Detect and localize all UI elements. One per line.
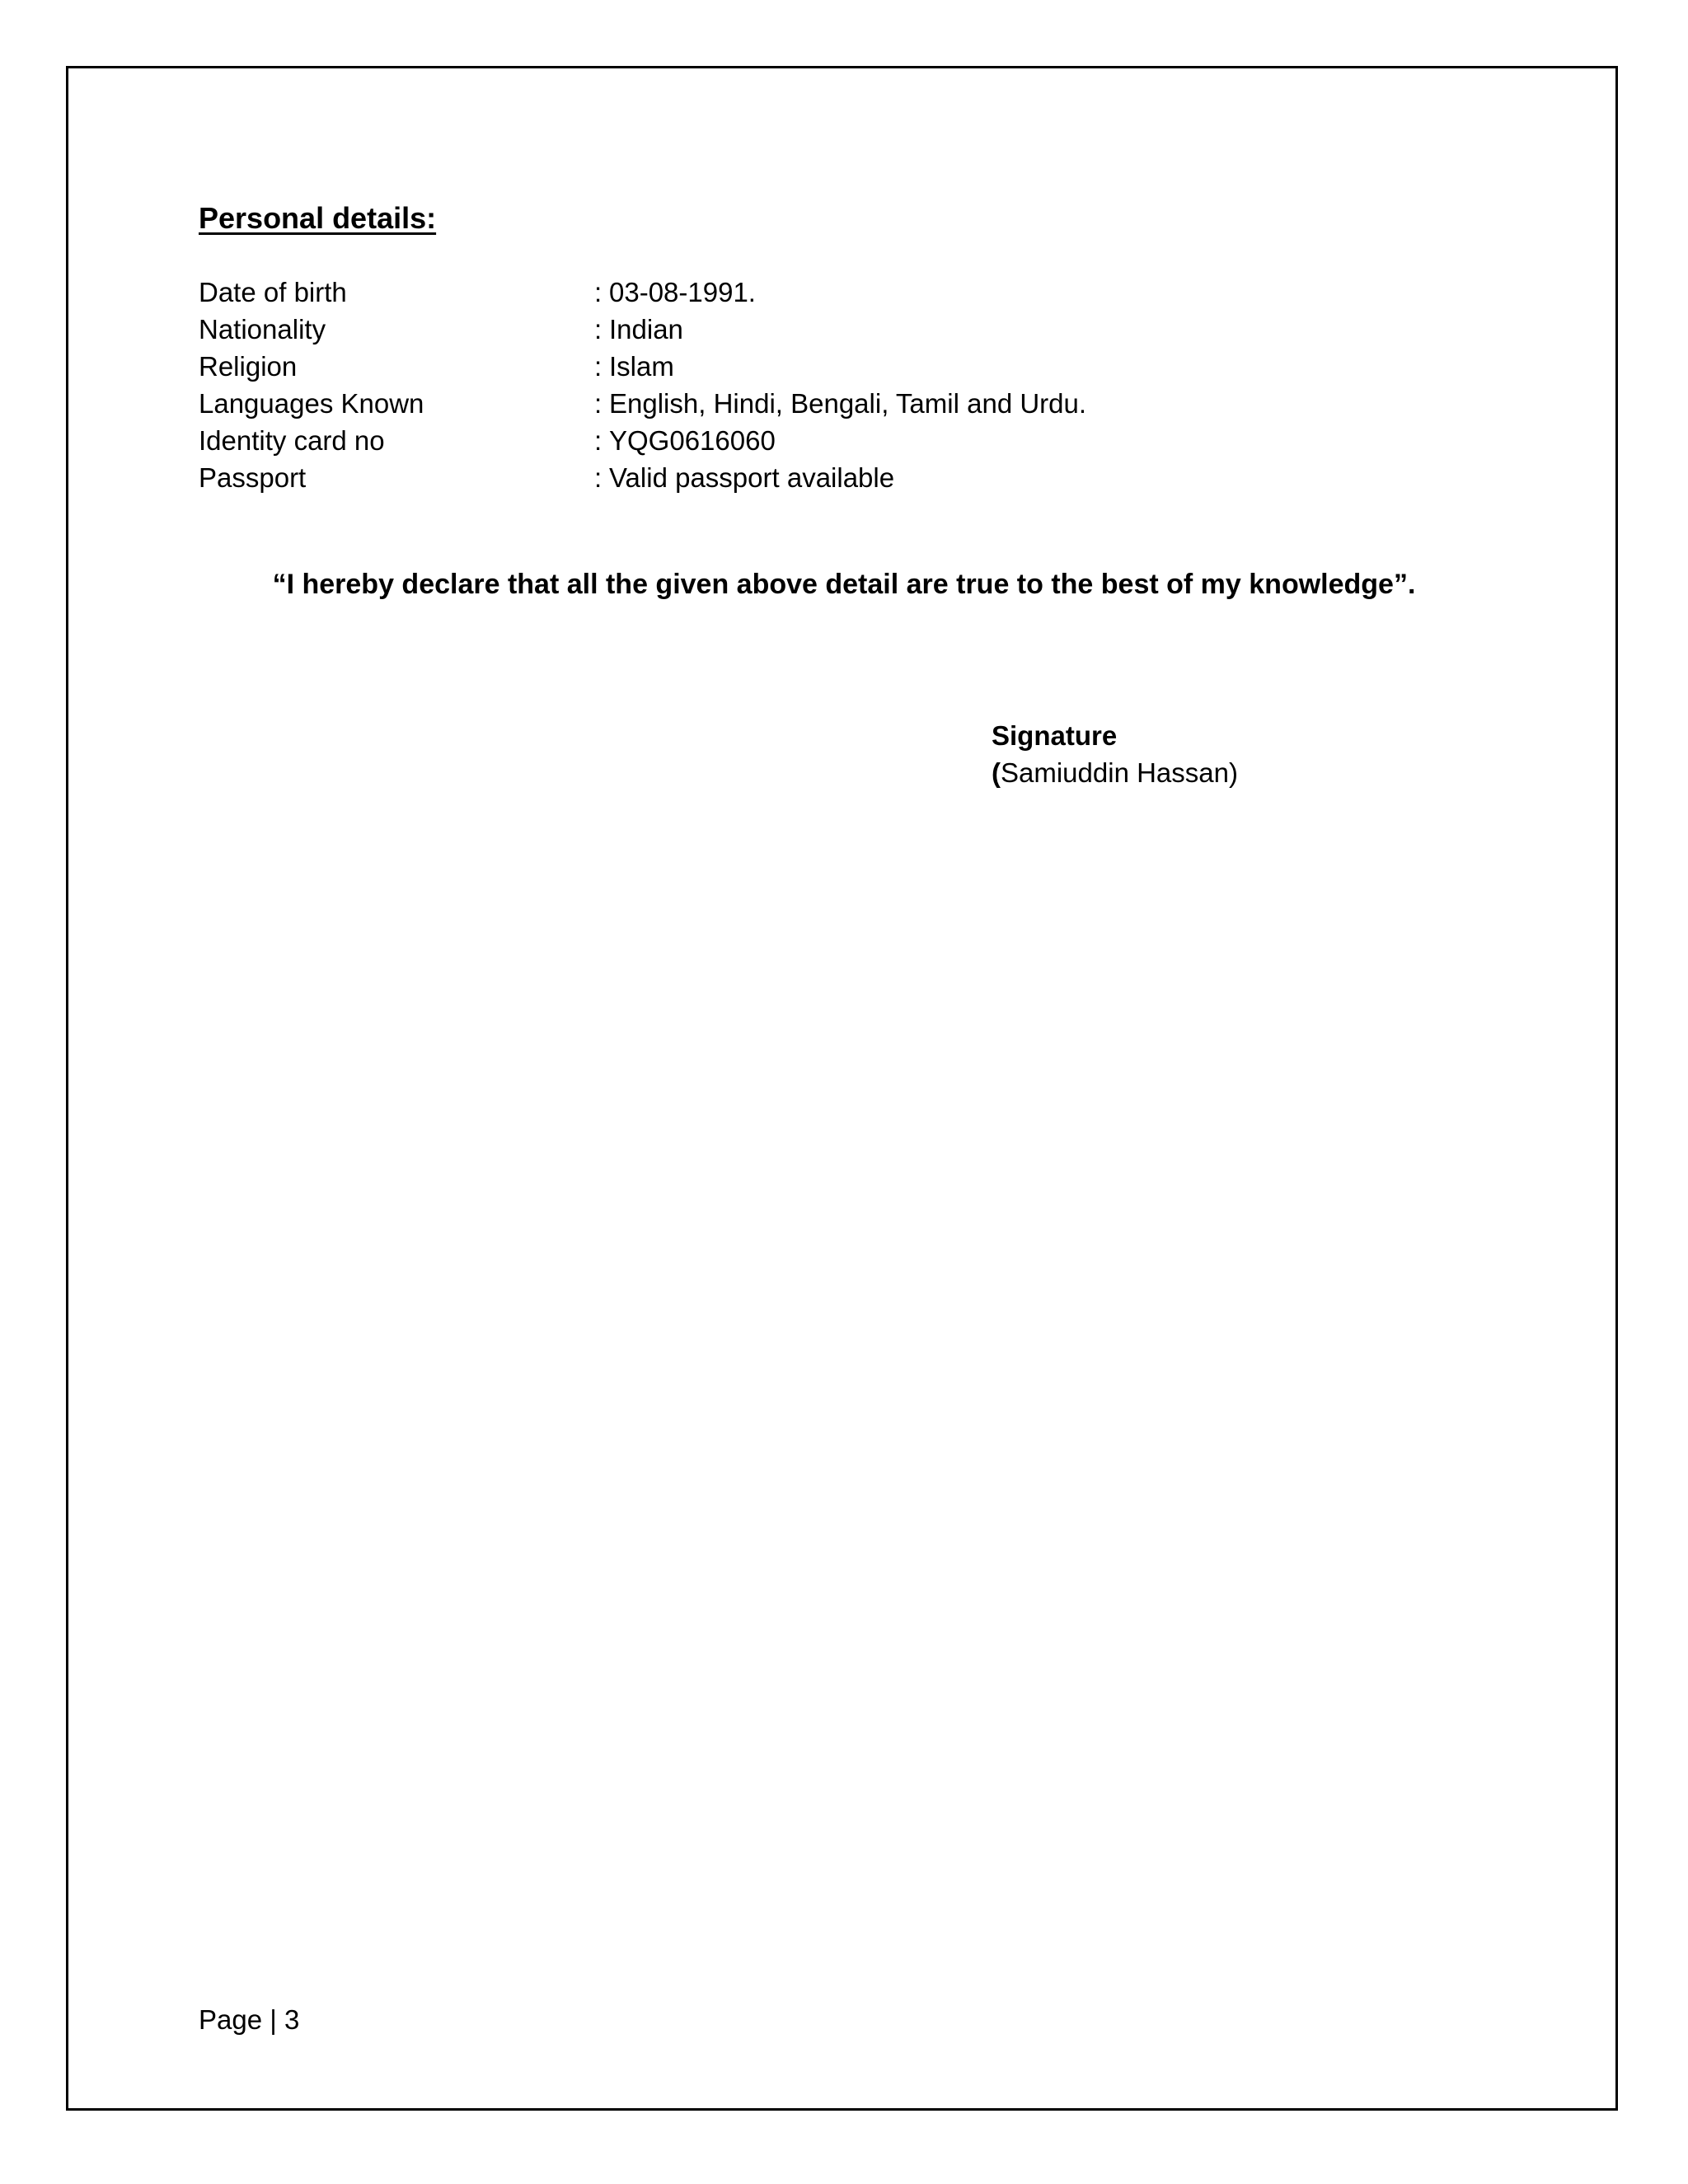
detail-label: Date of birth: [199, 277, 347, 307]
detail-row-passport: [199, 459, 1086, 496]
detail-label: Passport: [199, 462, 307, 493]
detail-value: 03-08-1991.: [609, 277, 756, 307]
signature-close-paren: ): [1229, 757, 1238, 788]
detail-separator: :: [594, 314, 603, 344]
detail-separator: :: [594, 351, 603, 382]
detail-label: Nationality: [199, 314, 326, 344]
signature-title: Signature: [992, 720, 1118, 751]
declaration-statement: “I hereby declare that all the given above detail are true to the best of my knowledge”.: [272, 569, 1416, 600]
detail-value: English, Hindi, Bengali, Tamil and Urdu.: [609, 388, 1087, 419]
detail-row-nationality: [199, 311, 1086, 348]
detail-separator: :: [594, 277, 603, 307]
detail-separator: :: [594, 462, 603, 493]
detail-value: Indian: [609, 314, 683, 344]
detail-value: Islam: [609, 351, 674, 382]
detail-separator: :: [594, 388, 603, 419]
detail-label: Languages Known: [199, 388, 424, 419]
signatory-name: Samiuddin Hassan: [1001, 757, 1229, 788]
detail-row-date-of-birth: [199, 274, 1086, 311]
detail-value: YQG0616060: [609, 425, 776, 456]
detail-row-religion: [199, 348, 1086, 385]
signature-open-paren: (: [992, 757, 1001, 788]
detail-value: Valid passport available: [609, 462, 895, 493]
detail-label: Religion: [199, 351, 298, 382]
detail-separator: :: [594, 425, 603, 456]
personal-details-list: [199, 274, 1086, 496]
detail-row-languages-known: [199, 385, 1086, 422]
section-heading: Personal details:: [199, 201, 437, 235]
detail-row-identity-card-no: [199, 422, 1086, 459]
page-number-footer: Page | 3: [199, 2004, 300, 2035]
detail-label: Identity card no: [199, 425, 385, 456]
signature-name-line: [992, 754, 1238, 791]
signature-block: [992, 717, 1238, 791]
